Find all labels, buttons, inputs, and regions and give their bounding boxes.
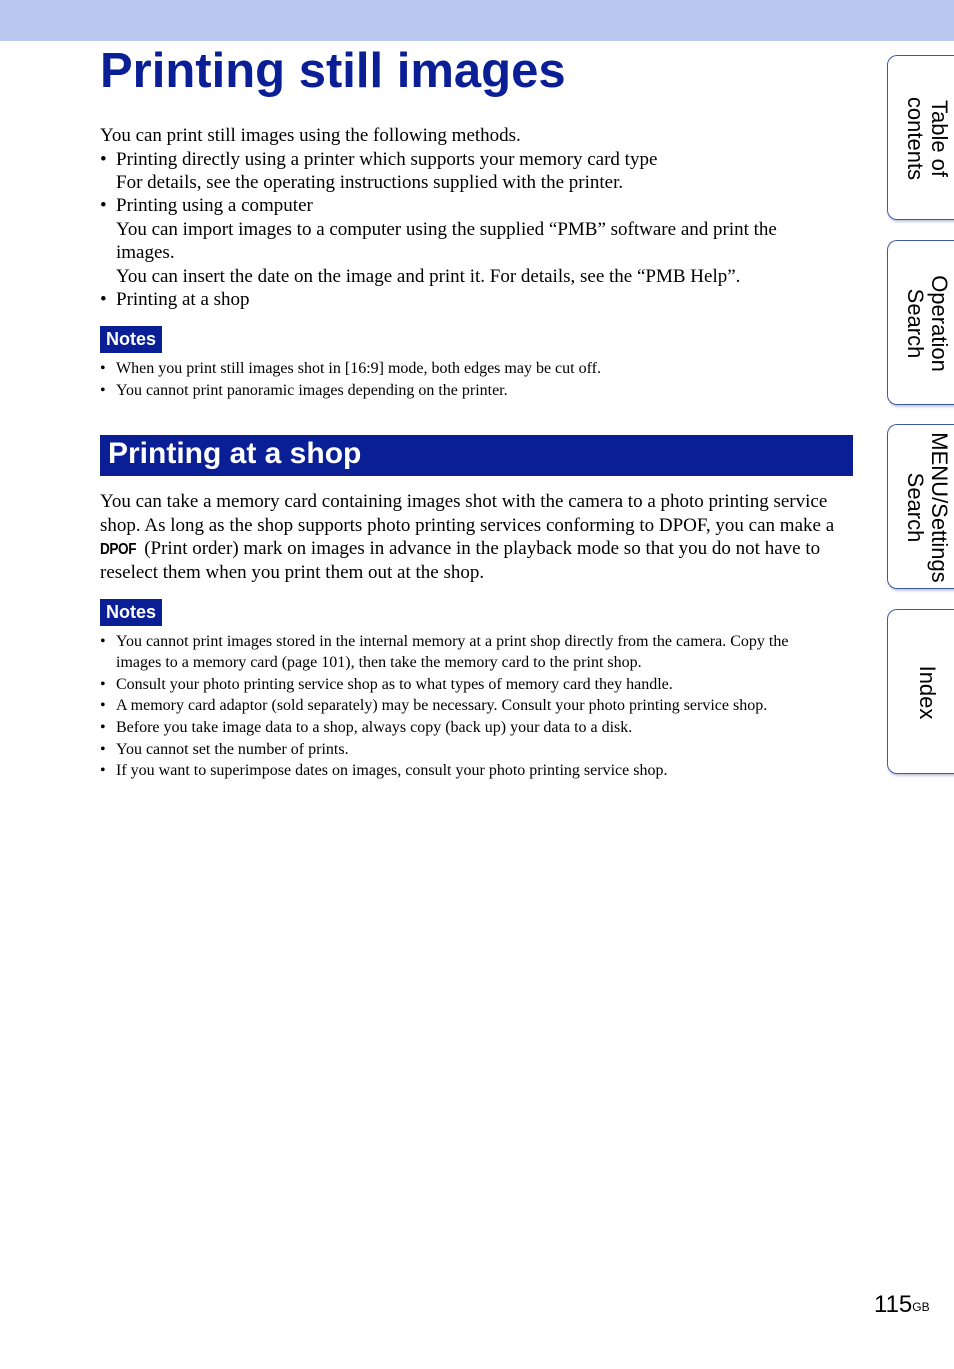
bullet-glyph: • [100,360,106,377]
notes-badge: Notes [100,326,162,353]
note-item: Consult your photo printing service shop as to what types of memory card they handle. [116,676,673,693]
note-item: When you print still images shot in [16:9] mode, both edges may be cut off. [116,360,601,377]
note-item: Before you take image data to a shop, always copy (back up) your data to a disk. [116,719,633,736]
tab-label-line: contents [903,96,928,181]
tab-label-line: Index [915,665,940,720]
note-item: You cannot print images stored in the internal memory at a print shop directly from the camera. Copy the [116,633,789,650]
note-item: You cannot print panoramic images depending on the printer. [116,382,508,399]
method-label: Printing directly using a printer which supports your memory card type [116,149,658,170]
bullet-glyph: • [100,719,106,736]
tab-operation-search[interactable] [887,240,954,405]
tab-label-line: Table of [927,99,952,178]
tab-label-line: Operation [927,275,952,372]
tab-label [900,56,954,221]
page-number-value: 115 [874,1291,913,1318]
tab-label-line: MENU/Settings [927,432,952,583]
method-label: Printing using a computer [116,195,313,216]
note-item-continuation: images to a memory card (page 101), then take the memory card to the print shop. [116,654,642,671]
method-detail: You can import images to a computer using the supplied “PMB” software and print the [116,219,777,240]
tab-table-of-contents[interactable] [887,55,954,220]
tab-menu-settings-search[interactable] [887,424,954,589]
notes-badge: Notes [100,599,162,626]
page-title: Printing still images [100,44,566,98]
shop-paragraph-text: (Print order) mark on images in advance in the playback mode so that you do not have to [139,538,821,559]
tab-label [900,241,954,406]
header-band [0,0,954,41]
page-number [874,1290,930,1320]
note-item: You cannot set the number of prints. [116,741,349,758]
method-detail: You can insert the date on the image and print it. For details, see the “PMB Help”. [116,266,741,287]
intro-text: You can print still images using the following methods. [100,125,521,146]
method-detail: For details, see the operating instructions supplied with the printer. [116,172,624,193]
method-detail: images. [116,242,175,263]
shop-paragraph-line: You can take a memory card containing images shot with the camera to a photo printing service [100,491,828,512]
note-item: A memory card adaptor (sold separately) may be necessary. Consult your photo printing service shop. [116,697,768,714]
dpof-icon: DPOF [100,541,137,558]
shop-paragraph-line [100,537,820,561]
tab-index[interactable] [887,609,954,774]
bullet-glyph: • [100,762,106,779]
section-heading: Printing at a shop [100,435,853,476]
shop-paragraph-line: reselect them when you print them out at the shop. [100,562,485,583]
tab-label [900,425,954,590]
bullet-glyph: • [100,149,107,170]
tab-label [900,610,954,775]
bullet-glyph: • [100,633,106,650]
bullet-glyph: • [100,741,106,758]
tab-label-line: Search [903,472,928,543]
note-item: If you want to superimpose dates on images, consult your photo printing service shop. [116,762,668,779]
method-label: Printing at a shop [116,289,250,310]
tab-label-line: Search [903,288,928,359]
bullet-glyph: • [100,195,107,216]
bullet-glyph: • [100,676,106,693]
bullet-glyph: • [100,289,107,310]
bullet-glyph: • [100,382,106,399]
bullet-glyph: • [100,697,106,714]
shop-paragraph-line: shop. As long as the shop supports photo printing services conforming to DPOF, you can make a [100,515,835,536]
page-number-suffix: GB [912,1300,930,1314]
